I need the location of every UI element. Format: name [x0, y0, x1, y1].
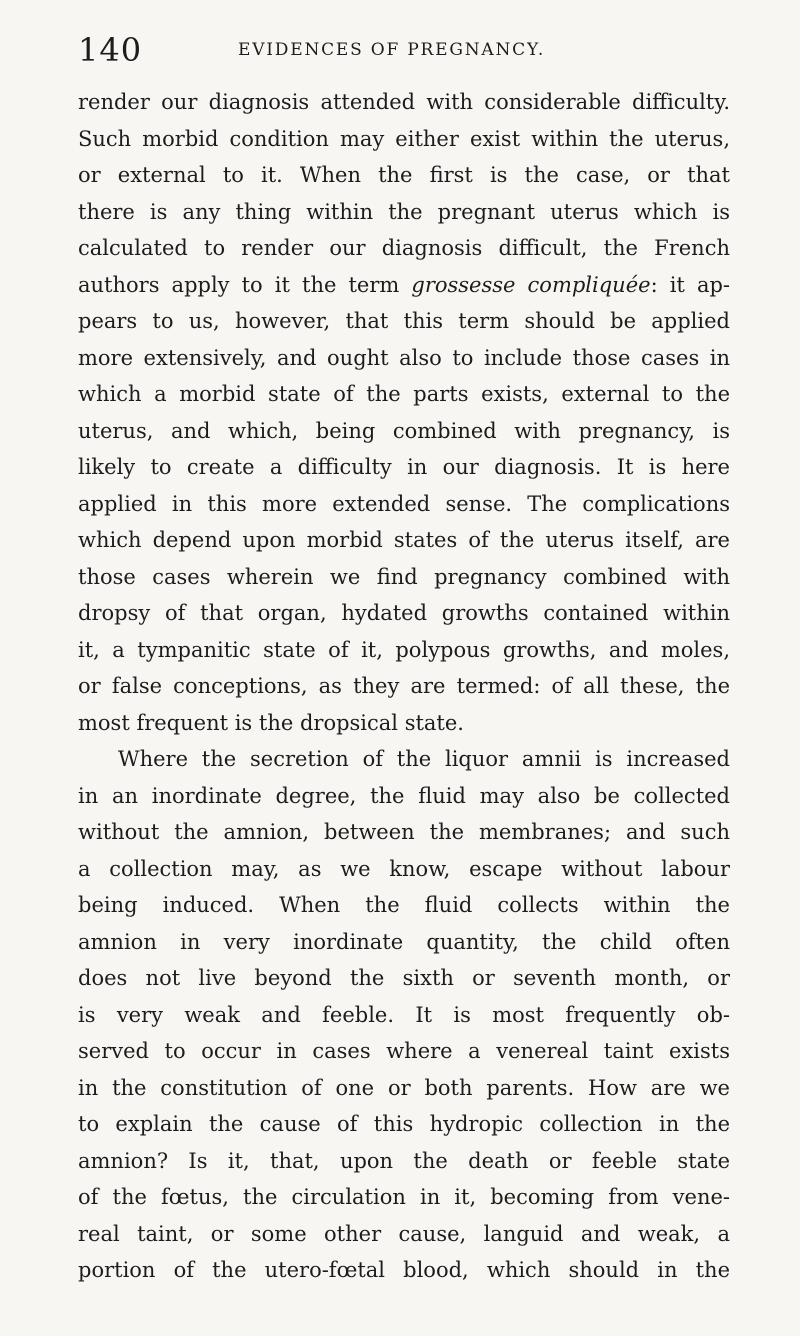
running-head: EVIDENCES OF PREGNANCY.: [238, 40, 546, 60]
text-line: in the constitution of one or both parents. How are we: [78, 1075, 730, 1100]
text-line: dropsy of that organ, hydated growths contained within: [78, 601, 730, 625]
text-line: uterus, and which, being combined with pregnancy, is: [78, 418, 730, 443]
text-line: more extensively, and ought also to include those cases in: [78, 345, 730, 370]
text-line: Such morbid condition may either exist within the uterus,: [78, 126, 730, 151]
text-line: real taint, or some other cause, languid and weak, a: [78, 1221, 730, 1246]
text-line: being induced. When the fluid collects within the: [78, 893, 730, 917]
text-line: likely to create a difficulty in our diagnosis. It is here: [78, 455, 730, 479]
italic-term: grossesse compliquée: [411, 272, 651, 297]
page-number: 140: [78, 31, 143, 69]
text-line: of the fœtus, the circulation in it, becoming from vene-: [78, 1185, 730, 1209]
paragraph-start-line: Where the secretion of the liquor amnii is increased: [118, 747, 730, 771]
text-line: which depend upon morbid states of the uterus itself, are: [78, 528, 730, 552]
text-line: a collection may, as we know, escape without labour: [78, 856, 730, 881]
paragraph-end-line: most frequent is the dropsical state.: [78, 710, 464, 735]
text-line: without the amnion, between the membranes; and such: [78, 820, 730, 844]
text-line: portion of the utero-fœtal blood, which should in the: [78, 1258, 730, 1282]
text-line: render our diagnosis attended with considerable difficulty.: [78, 90, 730, 114]
text-line: there is any thing within the pregnant uterus which is: [78, 199, 730, 224]
text-line: applied in this more extended sense. The complications: [78, 491, 730, 516]
text-line: authors apply to it the term grossesse compliquée: it ap-: [78, 272, 730, 297]
text-line: amnion in very inordinate quantity, the child often: [78, 929, 730, 954]
text-line: or external to it. When the first is the case, or that: [78, 163, 730, 187]
text-line: to explain the cause of this hydropic collection in the: [78, 1112, 730, 1136]
text-line: in an inordinate degree, the fluid may also be collected: [78, 783, 730, 808]
text-line: pears to us, however, that this term should be applied: [78, 309, 730, 333]
text-line: is very weak and feeble. It is most frequently ob-: [78, 1002, 730, 1027]
text-line: amnion? Is it, that, upon the death or feeble state: [78, 1148, 730, 1173]
text-line: or false conceptions, as they are termed: of all these, the: [78, 674, 730, 698]
text-line: which a morbid state of the parts exists, external to the: [78, 382, 730, 406]
text-line: served to occur in cases where a venereal taint exists: [78, 1039, 730, 1063]
text-line: those cases wherein we find pregnancy combined with: [78, 564, 730, 589]
text-line: it, a tympanitic state of it, polypous growths, and moles,: [78, 637, 730, 662]
body-text: [78, 84, 730, 1289]
text-line: does not live beyond the sixth or seventh month, or: [78, 966, 730, 990]
page-header: [78, 30, 728, 70]
text-line: calculated to render our diagnosis difficult, the French: [78, 236, 730, 260]
